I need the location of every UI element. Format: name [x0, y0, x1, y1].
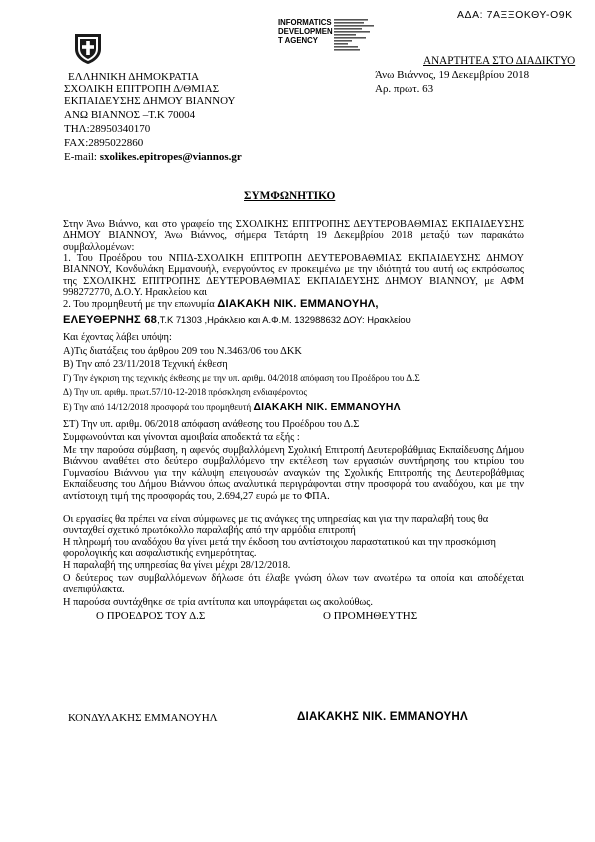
party2-line [63, 299, 379, 310]
issuer-email[interactable]: sxolikes.epitropes@viannos.gr [99, 151, 242, 163]
consideration-st: ΣΤ) Την υπ. αριθμ. 06/2018 απόφαση ανάθεσης του Προέδρου του Δ.Σ [63, 419, 360, 430]
signature-name-president: ΚΟΝΔΥΛΑΚΗΣ ΕΜΜΑΝΟΥΗΛ [68, 712, 218, 724]
issuer-education: ΕΚΠΑΙΔΕΥΣΗΣ ΔΗΜΟΥ ΒΙΑΝΝΟΥ [64, 95, 236, 107]
party2-address-line [63, 314, 411, 326]
signature-name-supplier: ΔΙΑΚΑΚΗΣ ΝΙΚ. ΕΜΜΑΝΟΥΗΛ [297, 710, 468, 723]
party2-prefix: 2. Του προμηθευτή με την επωνυμία [63, 299, 218, 310]
contract-paragraph-1: Με την παρούσα σύμβαση, η αφενός συμβαλλόμενη Σχολική Επιτροπή Δευτεροβάθμιας Εκπαίδευσης Δήμου Βιάννου αναθέτει στο δεύτερο συμβαλλόμενο την εκτέλεση των εργασιών συντήρησης του κτιρίου του Γυμνασίου Βιάννου για την κάλυψη επειγουσών αναγκών της Σχολικής Επιτροπής της Δευτεροβάθμιας Εκπαίδευσης του Δήμου Βιάννου όπως αναλυτικά περιγράφονται στην προσφορά του αναδόχου, και με την αντίστοιχη τιμή της προσφοράς του, 2.694,27 ευρώ με το ΦΠΑ. [63, 445, 524, 502]
agency-name-line3: T AGENCY [278, 36, 318, 45]
signature-role-supplier: Ο ΠΡΟΜΗΘΕΥΤΗΣ [323, 610, 418, 622]
consideration-e-supplier: ΔΙΑΚΑΚΗ ΝΙΚ. ΕΜΜΑΝΟΥΗΛ [253, 402, 401, 413]
consideration-e-text: Ε) Την από 14/12/2018 προσφορά του προμηθευτή [63, 402, 254, 412]
agency-name-line2: DEVELOPMEN [278, 27, 333, 36]
agreement-heading: Συμφωνούνται και γίνονται αμοιβαία αποδεκτά τα εξής : [63, 432, 300, 443]
contract-paragraph-6: Η παρούσα συντάχθηκε σε τρία αντίτυπα και υπογράφεται ως ακολούθως. [63, 597, 373, 608]
place-date: Άνω Βιάννος, 19 Δεκεμβρίου 2018 [375, 69, 530, 81]
contract-paragraph-5: Ο δεύτερος των συμβαλλόμενων δήλωσε ότι έλαβε γνώση όλων των ανωτέρω τα οποία και αποδέχεται ανεπιφύλακτα. [63, 573, 524, 596]
issuer-address: ΑΝΩ ΒΙΑΝΝΟΣ –Τ.Κ 70004 [64, 109, 196, 121]
issuer-phone: ΤΗΛ:28950340170 [64, 123, 151, 135]
coat-of-arms-emblem [71, 31, 105, 65]
party2-details: ,Τ.Κ 71303 ,Ηράκλειο και Α.Φ.Μ. 132988632 ΔΟΥ: Ηρακλείου [157, 314, 411, 325]
posting-notice: ΑΝΑΡΤΗΤΕΑ ΣΤΟ ΔΙΑΔΙΚΤΥΟ [423, 55, 576, 67]
issuer-email-row [64, 152, 242, 163]
issuer-fax: FAX:2895022860 [64, 137, 144, 149]
consideration-d: Δ) Την υπ. αριθμ. πρωτ.57/10-12-2018 πρόσκληση ενδιαφέροντος [63, 387, 308, 397]
issuer-country: ΕΛΛΗΝΙΚΗ ΔΗΜΟΚΡΑΤΙΑ [68, 71, 200, 83]
party2-street: ΕΛΕΥΘΕΡΝΗΣ 68 [63, 314, 158, 326]
ada-code: ΑΔΑ: 7ΑΞΞΟΚΘΥ-Ο9Κ [457, 10, 573, 21]
agency-name-line1: INFORMATICS [278, 18, 332, 27]
protocol-number: Αρ. πρωτ. 63 [375, 83, 434, 95]
party2-name: ΔΙΑΚΑΚΗ ΝΙΚ. ΕΜΜΑΝΟΥΗΛ, [217, 298, 379, 310]
agency-fineprint-graphic [334, 19, 378, 55]
issuer-email-label: E-mail: [64, 151, 100, 163]
signature-role-president: Ο ΠΡΟΕΔΡΟΣ ΤΟΥ Δ.Σ [96, 610, 206, 622]
intro-paragraph: Στην Άνω Βιάννο, και στο γραφείο της ΣΧΟΛΙΚΗΣ ΕΠΙΤΡΟΠΗΣ ΔΕΥΤΕΡΟΒΑΘΜΙΑΣ ΕΚΠΑΙΔΕΥΣΗΣ ΔΗΜΟΥ ΒΙΑΝΝΟΥ, Άνω Βιάννος, σήμερα Τετάρτη 19 Δεκεμβρίου 2018 μεταξύ των παρακάτω συμβαλλομένων: [63, 219, 524, 253]
agency-logo [278, 18, 378, 56]
issuer-committee: ΣΧΟΛΙΚΗ ΕΠΙΤΡΟΠΗ Δ/ΘΜΙΑΣ [64, 83, 220, 95]
consideration-b: Β) Την από 23/11/2018 Τεχνική έκθεση [63, 359, 228, 370]
consideration-e [63, 402, 401, 413]
consideration-c: Γ) Την έγκριση της τεχνικής έκθεσης με την υπ. αριθμ. 04/2018 απόφαση του Προέδρου του Δ.Σ [63, 373, 420, 383]
document-title: ΣΥΜΦΩΝΗΤΙΚΟ [244, 190, 336, 202]
considerations-heading: Και έχοντας λάβει υπόψη: [63, 332, 172, 343]
party1-paragraph: 1. Του Προέδρου του ΝΠΙΔ-ΣΧΟΛΙΚΗ ΕΠΙΤΡΟΠΗ ΔΕΥΤΕΡΟΒΑΘΜΙΑΣ ΕΚΠΑΙΔΕΥΣΗΣ ΔΗΜΟΥ ΒΙΑΝΝΟΥ, Κονδυλάκη Εμμανουήλ, ενεργούντος εν προκειμένω με την ιδιότητά του αυτή ως εκπρόσωπος της ΣΧΟΛΙΚΗΣ ΕΠΙΤΡΟΠΗΣ ΔΕΥΤΕΡΟΒΑΘΜΙΑΣ ΕΚΠΑΙΔΕΥΣΗΣ ΔΗΜΟΥ ΒΙΑΝΝΟΥ, με ΑΦΜ 998272770, Δ.Ο.Υ. Ηρακλείου και [63, 253, 524, 299]
contract-paragraph-2: Οι εργασίες θα πρέπει να είναι σύμφωνες με τις ανάγκες της υπηρεσίας και για την παραλαβή τους θα συνταχθεί σχετικό πρωτόκολλο παραλαβής από την αρμόδια επιτροπή [63, 514, 489, 537]
contract-paragraph-4: Η παραλαβή της υπηρεσίας θα γίνει μέχρι 28/12/2018. [63, 560, 291, 571]
consideration-a: Α)Τις διατάξεις του άρθρου 209 του Ν.3463/06 του ΔΚΚ [63, 346, 302, 357]
contract-paragraph-3: Η πληρωμή του αναδόχου θα γίνει μετά την έκδοση του αντίστοιχου παραστατικού και την προσκόμιση φορολογικής και ασφαλιστικής ενημερότητας. [63, 537, 496, 560]
